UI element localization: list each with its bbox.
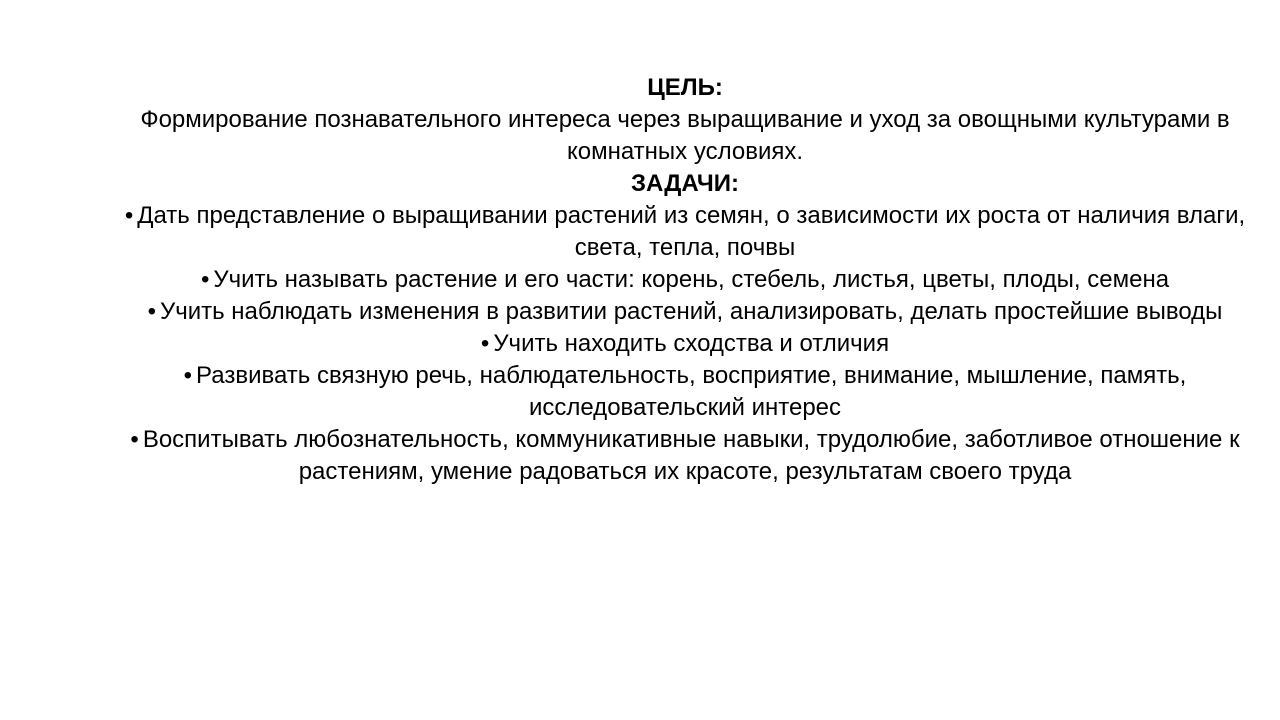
task-text: Учить наблюдать изменения в развитии растений, анализировать, делать простейшие выводы: [159, 298, 1223, 325]
task-item: [90, 328, 1280, 360]
tasks-heading: ЗАДАЧИ:: [631, 170, 739, 197]
bullet: •: [130, 426, 139, 453]
goal-text: Формирование познавательного интереса через выращивание и уход за овощными культурами в комнатных условиях.: [140, 106, 1230, 165]
task-text: Дать представление о выращивании растений из семян, о зависимости их роста от наличия влаги, света, тепла, почвы: [137, 202, 1246, 261]
task-text: Развивать связную речь, наблюдательность, восприятие, внимание, мышление, память, исследовательский интерес: [196, 362, 1187, 421]
bullet: •: [147, 298, 156, 325]
task-item: [90, 264, 1280, 296]
task-text: Воспитывать любознательность, коммуникативные навыки, трудолюбие, заботливое отношение к растениям, умение радоваться их красоте, результатам своего труда: [142, 426, 1240, 485]
task-text: Учить находить сходства и отличия: [493, 330, 890, 357]
bullet: •: [200, 266, 210, 293]
bullet: •: [183, 362, 193, 389]
bullet: •: [124, 202, 134, 229]
goal-heading: ЦЕЛЬ:: [647, 74, 723, 101]
task-item: [90, 200, 1280, 264]
task-text: Учить называть растение и его части: корень, стебель, листья, цветы, плоды, семена: [213, 266, 1170, 293]
slide-text-block: [90, 72, 1280, 488]
bullet: •: [480, 330, 490, 357]
task-item: [90, 360, 1280, 424]
task-item: [90, 424, 1280, 488]
task-item: [90, 296, 1280, 328]
